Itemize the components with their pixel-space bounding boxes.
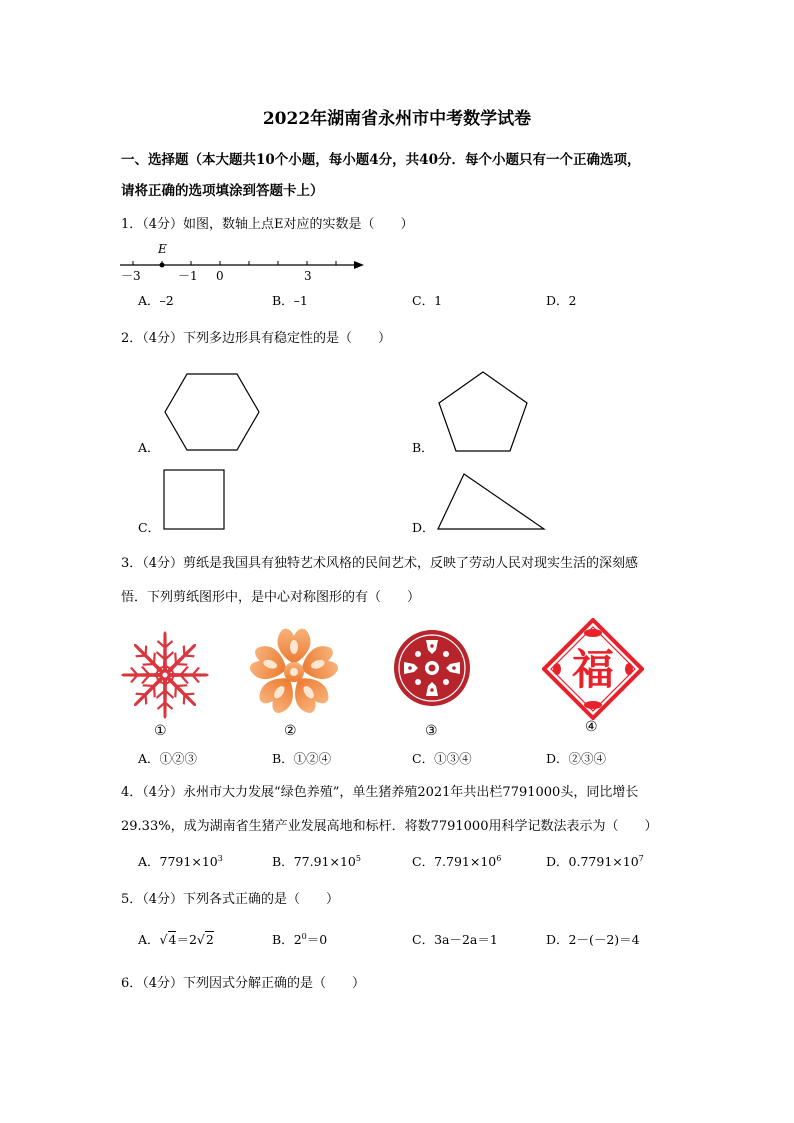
option-rest: ＝0 [306, 932, 328, 947]
option-a[interactable] [138, 930, 214, 948]
equals-part: ＝2 [176, 932, 197, 947]
pentagon-icon [436, 370, 530, 454]
round-papercut-icon [392, 628, 472, 708]
flower-papercut-icon [248, 626, 340, 718]
option-d[interactable]: D．2 [546, 293, 577, 308]
option-a[interactable]: A． [138, 440, 160, 455]
question-4-stem-line1: 4．（4分）永州市大力发展“绿色养殖”，单生猪养殖2021年共出栏7791000头，同比增长 [121, 785, 639, 800]
option-exponent: 3 [217, 853, 223, 863]
question-3-stem-line1: 3．（4分）剪纸是我国具有独特艺术风格的民间艺术，反映了劳动人民对现实生活的深刻感 [121, 556, 639, 571]
sqrt-icon: √ [196, 932, 205, 947]
radicand: 4 [168, 932, 177, 947]
question-3-stem-line2: 悟．下列剪纸图形中，是中心对称图形的有（ ） [121, 590, 421, 605]
option-c[interactable]: C． [138, 520, 161, 535]
option-base: 77.91×10 [293, 854, 356, 869]
option-prefix: B． [272, 854, 294, 869]
hexagon-icon [162, 372, 262, 452]
option-b[interactable] [272, 930, 327, 948]
option-base: 7.791×10 [434, 854, 497, 869]
number-line-figure [118, 238, 368, 284]
option-a[interactable]: A．①②③ [138, 751, 198, 766]
triangle-icon [436, 471, 548, 533]
papercut-label: ④ [585, 719, 598, 735]
option-d[interactable]: D．②③④ [546, 751, 607, 766]
option-exponent: 5 [355, 853, 361, 863]
option-b[interactable] [272, 852, 361, 870]
option-prefix: B． [272, 932, 294, 947]
papercut-label: ② [284, 723, 297, 739]
page-title: 2022年湖南省永州市中考数学试卷 [262, 109, 532, 129]
papercut-label: ① [154, 723, 167, 739]
option-d[interactable] [546, 852, 644, 870]
question-4-stem-line2: 29.33%，成为湖南省生猪产业发展高地和标杆．将数7791000用科学记数法表示为（ ） [121, 819, 658, 834]
radicand: 2 [205, 932, 214, 947]
papercut-label: ③ [425, 723, 438, 739]
option-b[interactable]: B．①②④ [272, 751, 332, 766]
option-exponent: 7 [638, 853, 644, 863]
section-header-line1: 一、选择题（本大题共10个小题，每小题4分，共40分．每个小题只有一个正确选项， [121, 152, 641, 168]
tick-label: 3 [304, 269, 312, 283]
option-b[interactable]: B．–1 [272, 293, 308, 308]
option-prefix: A． [138, 932, 160, 947]
option-exponent: 6 [496, 853, 502, 863]
option-a[interactable] [138, 852, 223, 870]
question-5-stem: 5．（4分）下列各式正确的是（ ） [121, 892, 340, 907]
option-prefix: D． [546, 854, 569, 869]
tick-label: －1 [178, 269, 198, 283]
snowflake-papercut-icon [120, 630, 210, 720]
option-b[interactable]: B． [412, 440, 434, 455]
point-e-dot [160, 263, 165, 268]
option-exponent: 0 [301, 931, 307, 941]
option-d[interactable]: D．2－(－2)＝4 [546, 932, 640, 947]
fu-papercut-icon [542, 618, 644, 720]
point-e-label: E [158, 242, 167, 256]
tick-label: 0 [216, 269, 224, 283]
option-base: 7791×10 [159, 854, 218, 869]
option-c[interactable]: C．1 [412, 293, 443, 308]
sqrt-icon: √ [159, 932, 168, 947]
square-icon [162, 468, 226, 532]
option-a[interactable]: A．–2 [138, 293, 174, 308]
option-c[interactable]: C．①③④ [412, 751, 472, 766]
section-header-line2: 请将正确的选项填涂到答题卡上） [121, 183, 324, 199]
question-1-stem: 1．（4分）如图，数轴上点E对应的实数是（ ） [121, 217, 414, 232]
option-c[interactable]: C．3a－2a＝1 [412, 932, 498, 947]
question-2-stem: 2．（4分）下列多边形具有稳定性的是（ ） [121, 331, 392, 346]
option-base: 2 [293, 932, 302, 947]
tick-label: －3 [121, 269, 141, 283]
option-prefix: A． [138, 854, 160, 869]
question-6-stem: 6．（4分）下列因式分解正确的是（ ） [121, 976, 366, 991]
option-d[interactable]: D． [412, 520, 435, 535]
option-base: 0.7791×10 [568, 854, 639, 869]
option-c[interactable] [412, 852, 501, 870]
option-prefix: C． [412, 854, 435, 869]
fu-character: 福 [571, 645, 615, 694]
